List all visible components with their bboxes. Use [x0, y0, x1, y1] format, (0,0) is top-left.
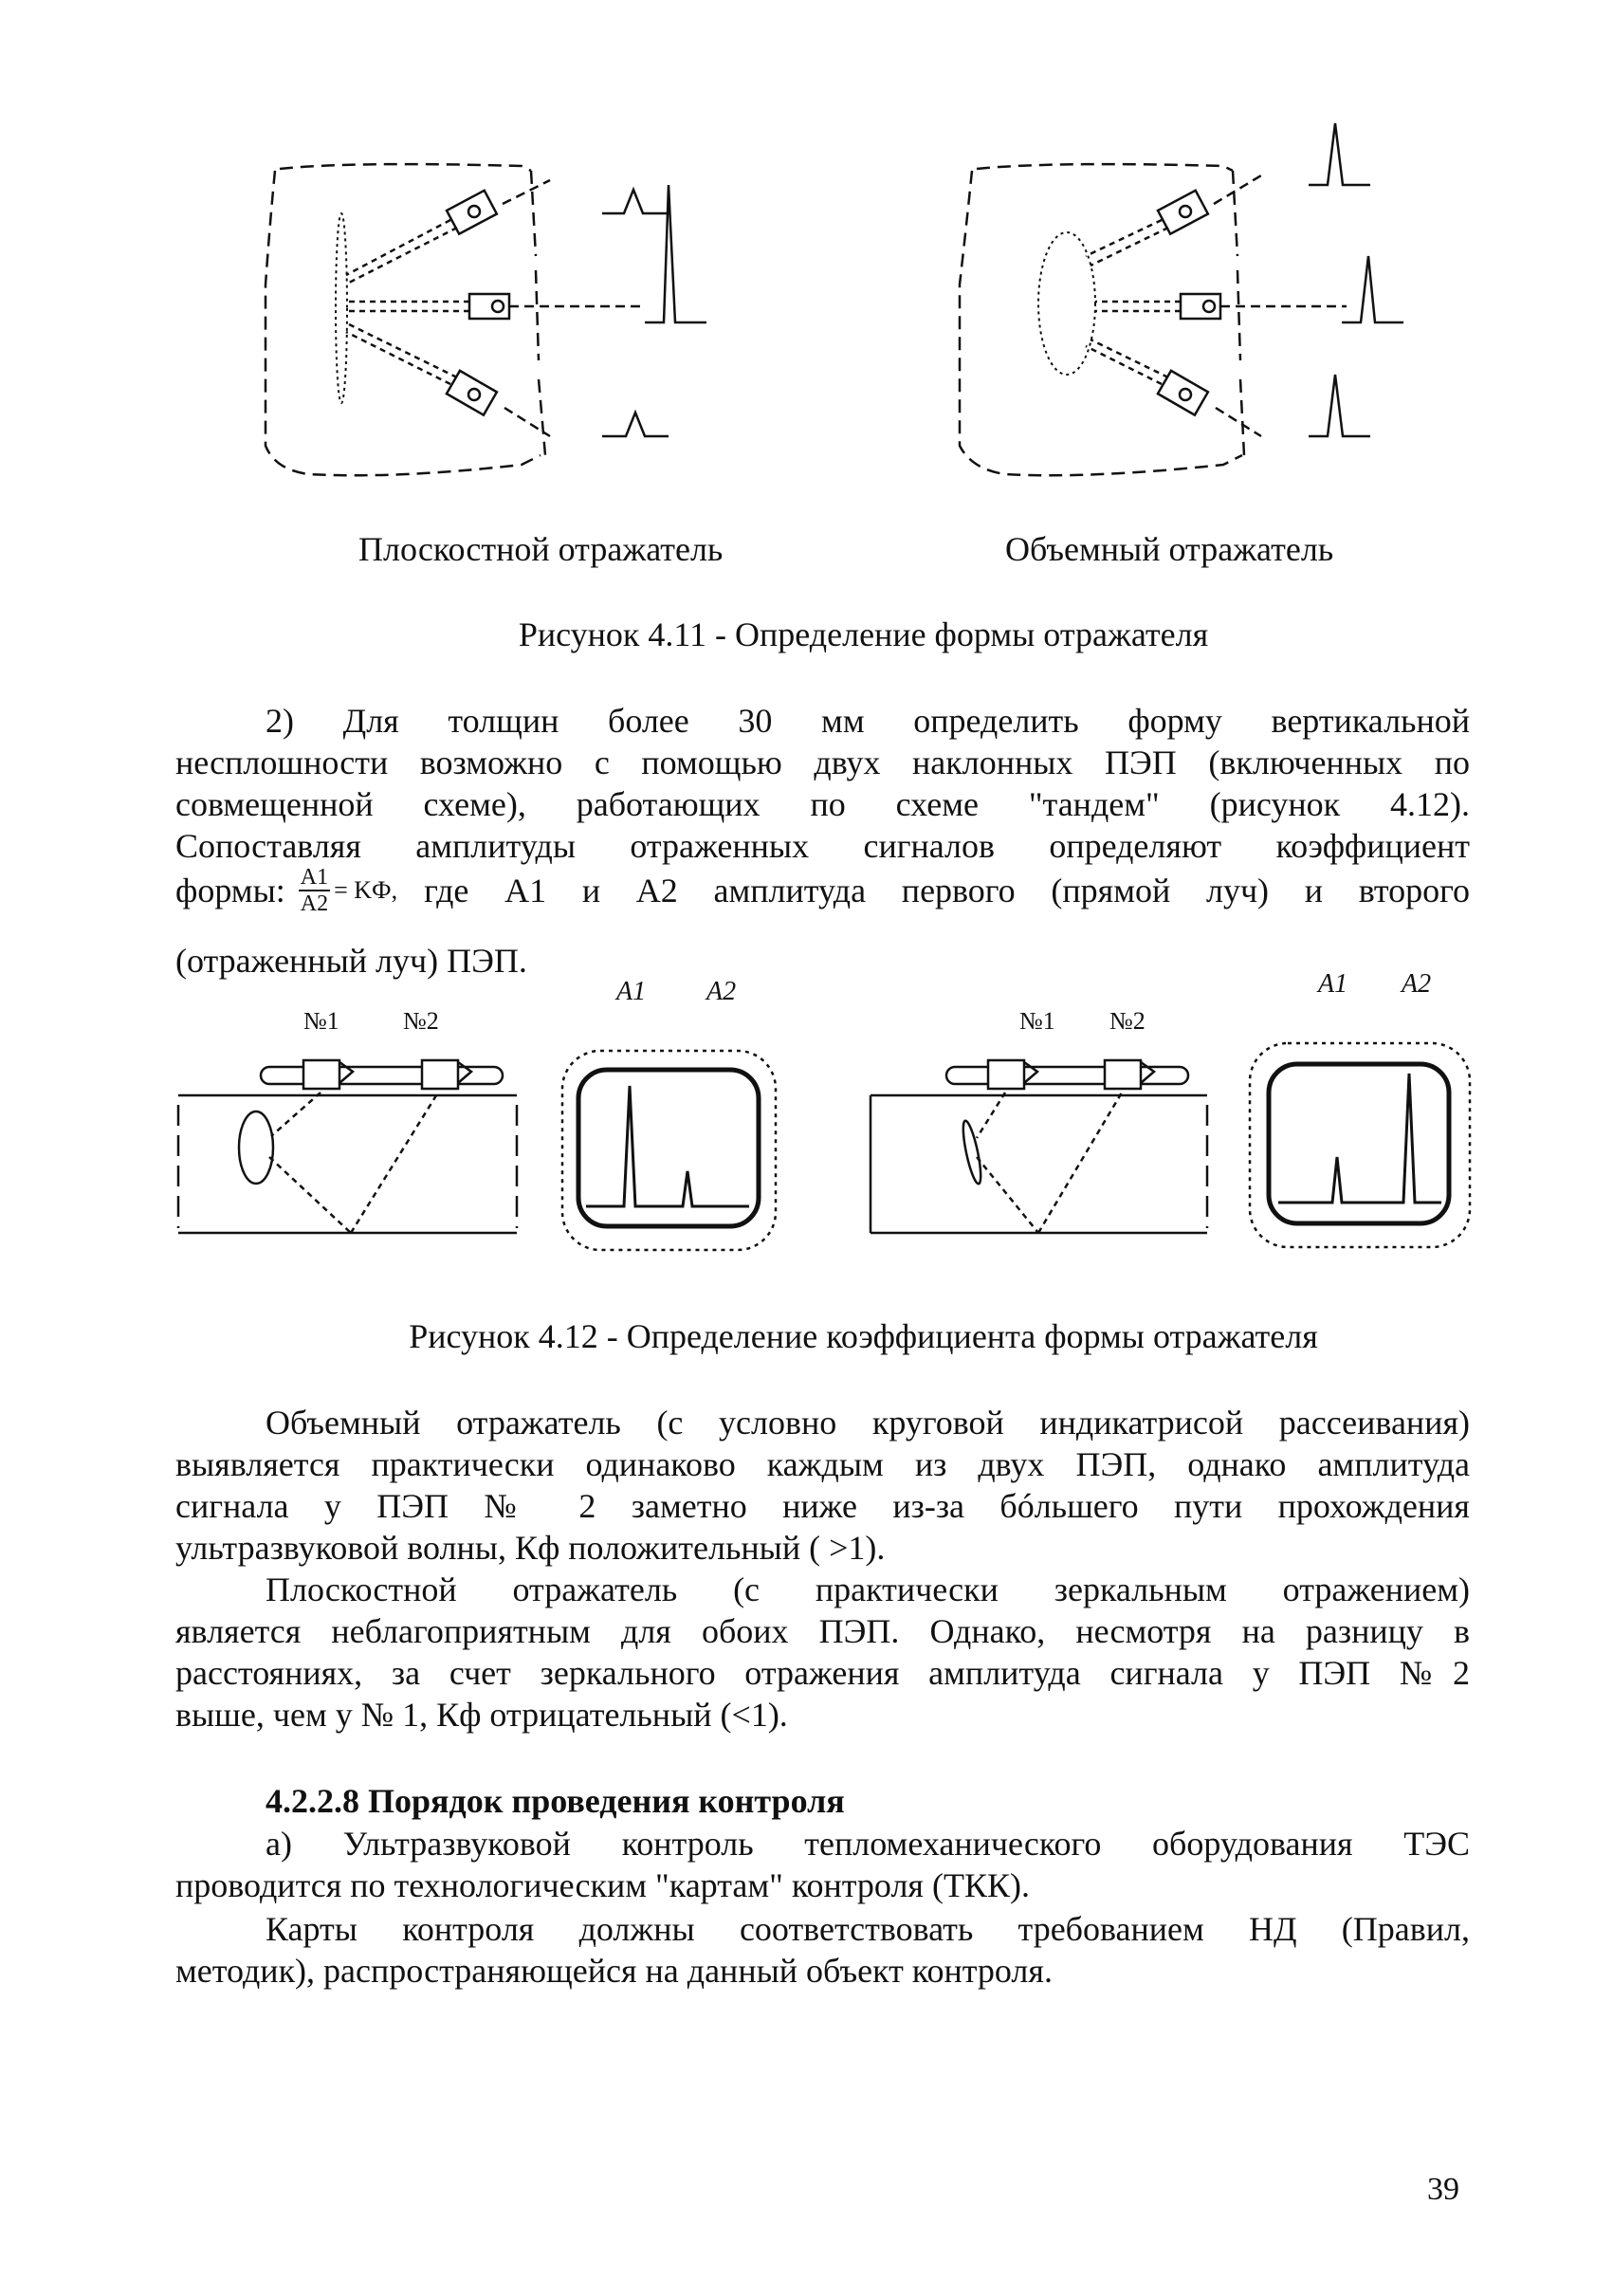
section-heading: 4.2.2.8 Порядок проведения контроля [266, 1782, 845, 1820]
shape-factor-fraction [299, 865, 330, 916]
figure-4-11-caption: Рисунок 4.11 - Определение формы отражателя [518, 615, 1209, 653]
text-line: выявляется практически одинаково каждым из двух ПЭП, однако амплитуда [175, 1445, 1470, 1483]
text-line: методик), распространяющейся на данный объект контроля. [175, 1952, 1053, 1990]
text-line: проводится по технологическим "картам" контроля (ТКК). [175, 1866, 1030, 1904]
paragraph-flat-reflector [175, 1569, 1470, 1736]
probe-2-label-right: №2 [1109, 1007, 1146, 1035]
text-line: Карты контроля должны соответствовать требованием НД (Правил, [266, 1910, 1470, 1948]
text-line: является неблагоприятным для обоих ПЭП. Однако, несмотря на разницу в [175, 1612, 1470, 1650]
probe-1-label-right: №1 [1019, 1007, 1055, 1035]
flat-reflector-label: Плоскостной отражатель [358, 530, 724, 568]
text-line: выше, чем у № 1, Кф отрицательный (<1). [175, 1696, 788, 1734]
amp-label-a1-right: A1 [1318, 969, 1348, 999]
amp-label-a2-right: A2 [1402, 969, 1432, 999]
text-line: ультразвуковой волны, Кф положительный ( >1). [175, 1529, 886, 1567]
figure-4-12-diagram [171, 1015, 1498, 1252]
text-line: совмещенной схеме), работающих по схеме "тандем" (рисунок 4.12). [175, 785, 1470, 823]
formula-prefix: формы: [175, 872, 285, 909]
paragraph-control-a [175, 1823, 1470, 1906]
figure-4-12-caption: Рисунок 4.12 - Определение коэффициента формы отражателя [409, 1317, 1318, 1355]
text-line: 2) Для толщин более 30 мм определить форму вертикальной [266, 702, 1470, 740]
text-line: сигнала у ПЭП № 2 заметно ниже из-за бóльшего пути прохождения [175, 1487, 1470, 1525]
text-line: Объемный отражатель (с условно круговой индикатрисой рассеивания) [266, 1404, 1470, 1442]
paragraph-tandem-last-line: (отраженный луч) ПЭП. [175, 942, 527, 980]
fraction-numerator: A1 [300, 865, 329, 890]
formula-result: = KФ, [334, 876, 398, 904]
fraction-denominator: A2 [300, 891, 329, 916]
text-line: несплошности возможно с помощью двух наклонных ПЭП (включенных по [175, 744, 1470, 781]
amp-label-a1-left: A1 [616, 977, 647, 1006]
paragraph-tandem [175, 700, 1470, 867]
volume-reflector-label: Объемный отражатель [1005, 530, 1334, 568]
paragraph-volume-reflector [175, 1402, 1470, 1569]
probe-1-label-left: №1 [303, 1007, 339, 1035]
text-line: Плоскостной отражатель (с практически зеркальным отражением) [266, 1570, 1470, 1608]
page-number: 39 [1427, 2172, 1459, 2207]
text-line: Сопоставляя амплитуды отраженных сигналов определяют коэффициент [175, 827, 1470, 865]
text-line: расстояниях, за счет зеркального отражения амплитуда сигнала у ПЭП №2 [175, 1654, 1470, 1692]
figure-4-11-diagram [237, 114, 1422, 512]
probe-2-label-left: №2 [403, 1007, 439, 1035]
formula-suffix: где A1 и A2 амплитуда первого (прямой луч) и второго [424, 872, 1470, 909]
amp-label-a2-left: A2 [706, 977, 737, 1006]
paragraph-control-b [175, 1908, 1470, 1992]
formula-line [175, 865, 1470, 916]
text-line: а) Ультразвуковой контроль тепломеханического оборудования ТЭС [266, 1825, 1470, 1863]
